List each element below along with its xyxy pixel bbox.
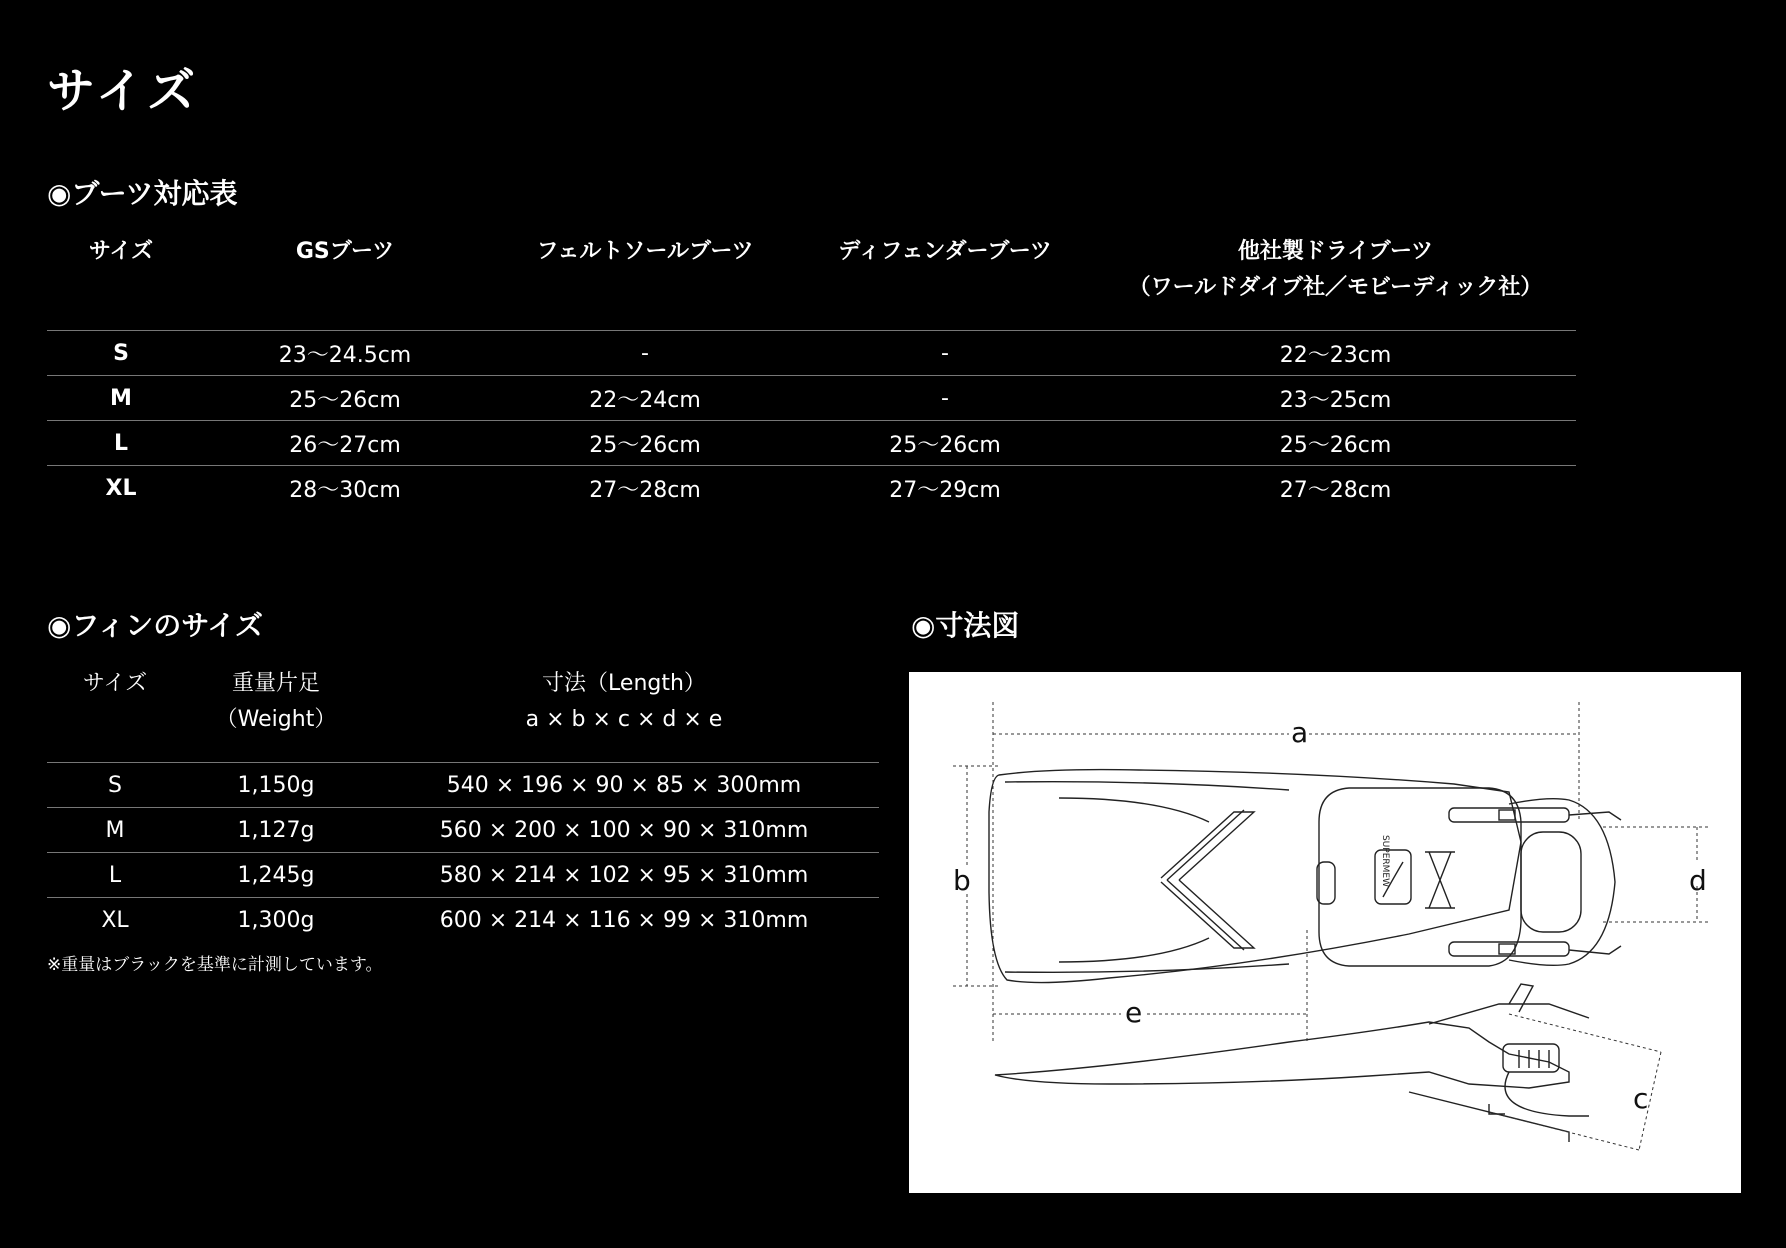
table-cell: 540 × 196 × 90 × 85 × 300mm xyxy=(369,763,879,808)
boots-heading: ◉ブーツ対応表 xyxy=(47,177,238,210)
table-cell: 600 × 214 × 116 × 99 × 310mm xyxy=(369,898,879,943)
boots-header-row xyxy=(47,234,1576,331)
boots-header-other-label: 他社製ドライブーツ xyxy=(1237,239,1434,264)
table-cell: 25〜26cm xyxy=(795,421,1095,466)
table-cell: 1,300g xyxy=(183,898,369,943)
table-cell: 27〜28cm xyxy=(495,466,795,511)
fins-header-size: サイズ xyxy=(82,671,148,696)
table-cell: 27〜28cm xyxy=(1095,466,1576,511)
table-cell: S xyxy=(47,331,195,376)
fins-header-length-sub: a × b × c × d × e xyxy=(525,707,723,732)
diagram-heading: ◉寸法図 xyxy=(911,609,1020,642)
fin-diagram-svg xyxy=(909,672,1741,1193)
table-cell: 27〜29cm xyxy=(795,466,1095,511)
boots-header-other xyxy=(1095,234,1576,331)
page-title: サイズ xyxy=(47,63,200,119)
dim-label-a: a xyxy=(1291,716,1309,749)
table-row xyxy=(47,808,879,853)
fin-side-view xyxy=(995,984,1589,1142)
dim-label-d: d xyxy=(1689,864,1707,897)
dim-label-c: c xyxy=(1633,1082,1649,1115)
table-cell: 23〜25cm xyxy=(1095,376,1576,421)
table-cell: 22〜24cm xyxy=(495,376,795,421)
table-row xyxy=(47,763,879,808)
table-cell: XL xyxy=(47,466,195,511)
fins-header-row xyxy=(47,666,879,763)
boots-header-defender: ディフェンダーブーツ xyxy=(838,239,1052,264)
table-cell: 26〜27cm xyxy=(195,421,495,466)
boots-header-felt: フェルトソールブーツ xyxy=(536,239,754,264)
dim-label-e: e xyxy=(1125,996,1143,1029)
weight-note: ※重量はブラックを基準に計測しています。 xyxy=(47,955,383,975)
boots-table xyxy=(47,234,1576,510)
table-row xyxy=(47,853,879,898)
table-cell: L xyxy=(47,421,195,466)
table-cell: 1,245g xyxy=(183,853,369,898)
table-row xyxy=(47,331,1576,376)
boots-header-other-sub: （ワールドダイブ社／モビーディック社） xyxy=(1128,275,1543,300)
table-cell: 25〜26cm xyxy=(195,376,495,421)
boots-header-gs: GSブーツ xyxy=(295,239,395,264)
table-cell: - xyxy=(795,331,1095,376)
fins-header-weight: 重量片足（Weight） xyxy=(215,671,337,732)
fins-heading: ◉フィンのサイズ xyxy=(47,609,263,642)
dim-label-b: b xyxy=(953,864,971,897)
table-cell: - xyxy=(795,376,1095,421)
table-row xyxy=(47,898,879,943)
table-cell: 580 × 214 × 102 × 95 × 310mm xyxy=(369,853,879,898)
table-cell: 1,150g xyxy=(183,763,369,808)
table-cell: M xyxy=(47,808,183,853)
table-cell: 25〜26cm xyxy=(1095,421,1576,466)
table-cell: 1,127g xyxy=(183,808,369,853)
table-cell: - xyxy=(495,331,795,376)
table-cell: 23〜24.5cm xyxy=(195,331,495,376)
table-cell: L xyxy=(47,853,183,898)
table-row xyxy=(47,466,1576,511)
dimension-diagram xyxy=(909,672,1741,1193)
table-cell: 22〜23cm xyxy=(1095,331,1576,376)
table-cell: M xyxy=(47,376,195,421)
table-cell: 560 × 200 × 100 × 90 × 310mm xyxy=(369,808,879,853)
fin-top-view xyxy=(989,770,1621,983)
fins-table xyxy=(47,666,879,942)
table-cell: XL xyxy=(47,898,183,943)
table-cell: 25〜26cm xyxy=(495,421,795,466)
table-cell: 28〜30cm xyxy=(195,466,495,511)
table-row xyxy=(47,376,1576,421)
table-row xyxy=(47,421,1576,466)
fins-header-length-label: 寸法（Length） xyxy=(542,671,706,696)
table-cell: S xyxy=(47,763,183,808)
brand-text: SUPERMEW xyxy=(1380,835,1390,888)
fins-header-length xyxy=(369,666,879,763)
boots-header-size: サイズ xyxy=(88,239,154,264)
